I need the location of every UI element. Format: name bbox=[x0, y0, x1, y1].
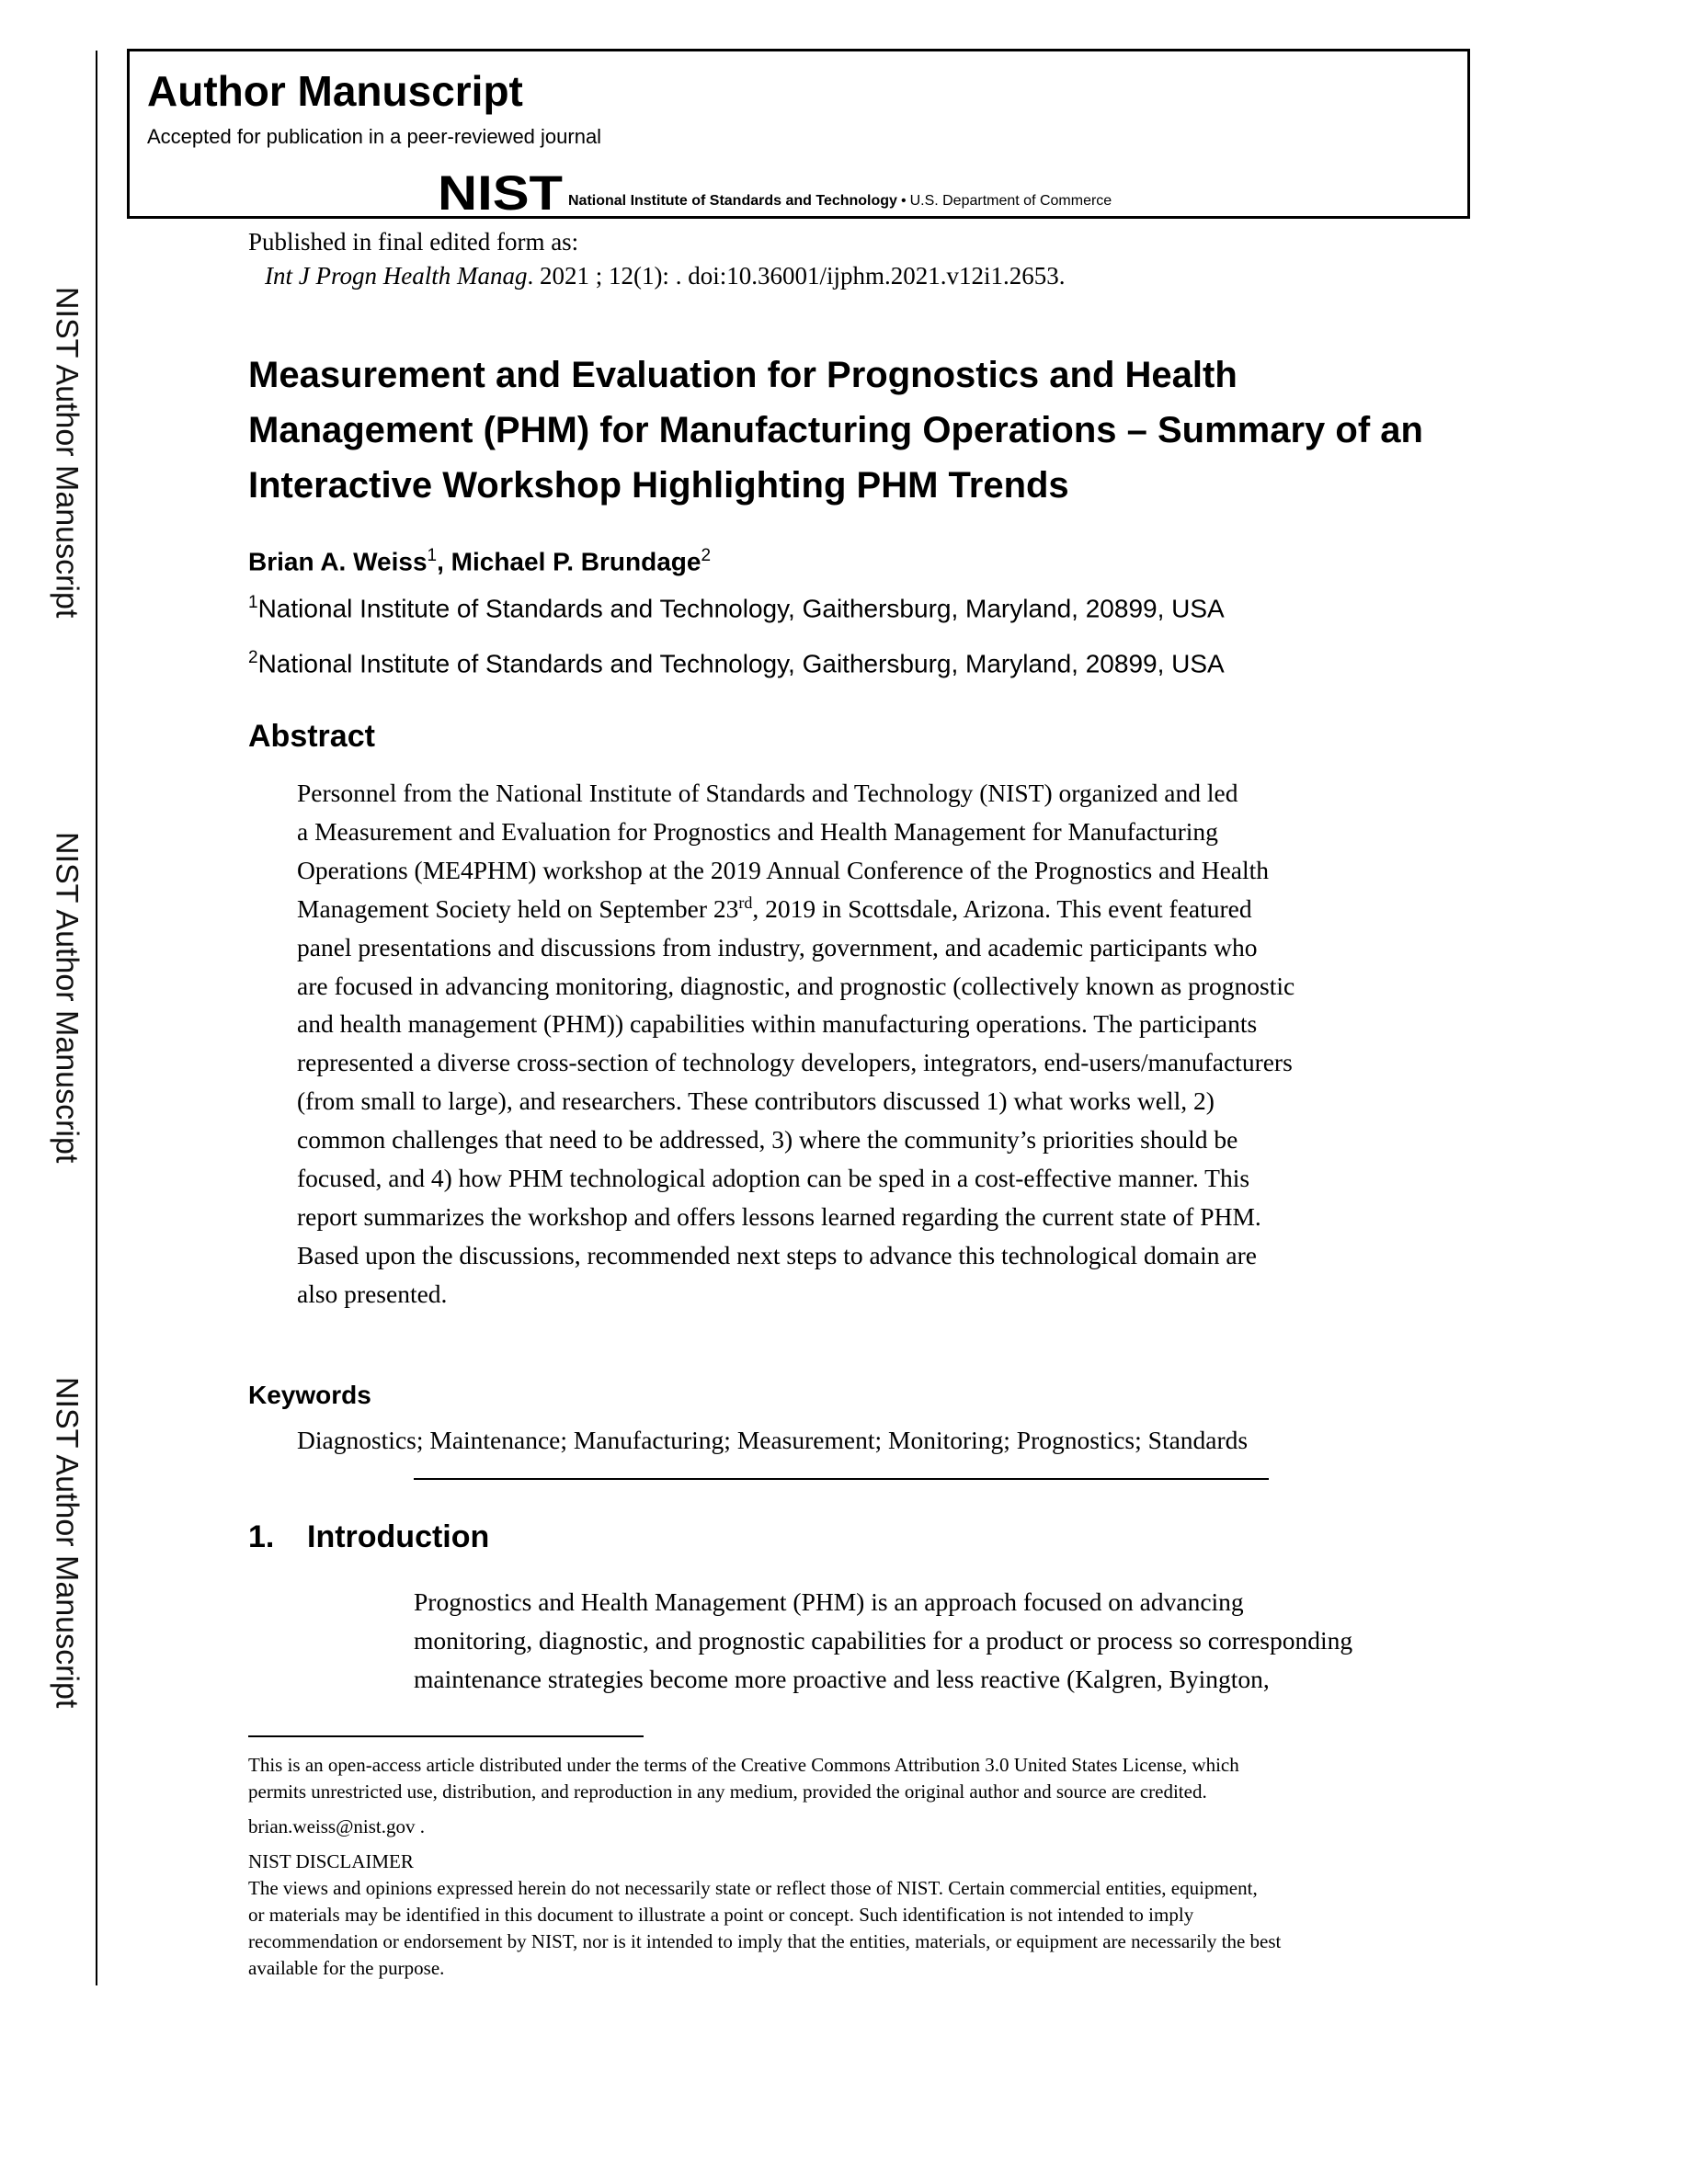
license-line: This is an open-access article distributed under the terms of the Creative Commons Attribution 3.0 United States License, which bbox=[248, 1754, 1239, 1776]
nist-logo-icon bbox=[438, 173, 565, 211]
affiliation bbox=[248, 593, 1225, 623]
affiliation-mark: 2 bbox=[248, 648, 258, 667]
abstract-line: are focused in advancing monitoring, diagnostic, and prognostic (collectively known as prognostic bbox=[297, 971, 1295, 1000]
affiliation-mark: 1 bbox=[248, 593, 258, 612]
author-affil-mark: 2 bbox=[701, 546, 712, 565]
abstract-line: represented a diverse cross-section of technology developers, integrators, end-users/manufacturers bbox=[297, 1048, 1293, 1077]
published-label: Published in final edited form as: bbox=[248, 228, 579, 256]
ordinal-suffix: rd bbox=[738, 893, 753, 912]
nist-department: U.S. Department of Commerce bbox=[909, 193, 1112, 209]
keywords-list: Diagnostics; Maintenance; Manufacturing; Measurement; Monitoring; Prognostics; Standards bbox=[297, 1426, 1249, 1454]
disclaimer-line: or materials may be identified in this document to illustrate a point or concept. Such identification is not intended to imply bbox=[248, 1904, 1194, 1926]
abstract-line: and health management (PHM)) capabilities within manufacturing operations. The participants bbox=[297, 1009, 1258, 1039]
abstract-line: panel presentations and discussions from industry, government, and academic participants who bbox=[297, 932, 1258, 961]
affiliation bbox=[248, 648, 1225, 678]
author-affil-mark: 1 bbox=[427, 546, 438, 565]
author-list bbox=[248, 546, 711, 576]
introduction-heading bbox=[248, 1519, 489, 1555]
side-watermark-text: NIST Author Manuscript bbox=[49, 287, 85, 619]
abstract-heading: Abstract bbox=[248, 719, 375, 754]
abstract-body bbox=[297, 774, 1419, 1314]
abstract-line: Based upon the discussions, recommended next steps to advance this technological domain are bbox=[297, 1240, 1257, 1269]
section-number: 1. bbox=[248, 1519, 275, 1554]
abstract-line: also presented. bbox=[297, 1279, 448, 1308]
abstract-line: (from small to large), and researchers. These contributors discussed 1) what works well, 2) bbox=[297, 1086, 1215, 1116]
introduction-body bbox=[414, 1583, 1462, 1699]
margin-rule bbox=[96, 51, 97, 1985]
section-divider bbox=[414, 1478, 1269, 1480]
disclaimer-line: The views and opinions expressed herein do not necessarily state or reflect those of NIST. Certain commercial entities, equipment, bbox=[248, 1877, 1258, 1899]
author-name: Michael P. Brundage bbox=[451, 547, 701, 576]
citation bbox=[265, 262, 1065, 290]
header-subtitle: Accepted for publication in a peer-reviewed journal bbox=[147, 125, 602, 148]
body-line: maintenance strategies become more proactive and less reactive (Kalgren, Byington, bbox=[414, 1664, 1270, 1693]
section-title: Introduction bbox=[307, 1519, 490, 1554]
abstract-line: report summarizes the workshop and offers lessons learned regarding the current state of PHM. bbox=[297, 1201, 1261, 1231]
disclaimer-heading: NIST DISCLAIMER bbox=[248, 1850, 414, 1872]
manuscript-header bbox=[127, 49, 1470, 219]
keywords-heading: Keywords bbox=[248, 1381, 371, 1409]
journal-name: Int J Progn Health Manag bbox=[265, 262, 528, 290]
disclaimer-line: recommendation or endorsement by NIST, nor is it intended to imply that the entities, materials, or equipment are necessarily the best bbox=[248, 1930, 1282, 1952]
side-watermark-text: NIST Author Manuscript bbox=[49, 1377, 85, 1709]
affiliation-text: National Institute of Standards and Technology, Gaithersburg, Maryland, 20899, USA bbox=[257, 649, 1225, 678]
abstract-line: Personnel from the National Institute of Standards and Technology (NIST) organized and led bbox=[297, 779, 1238, 807]
abstract-line: focused, and 4) how PHM technological adoption can be sped in a cost-effective manner. This bbox=[297, 1164, 1250, 1193]
nist-separator: • bbox=[900, 193, 907, 209]
citation-details: . 2021 ; 12(1): . doi:10.36001/ijphm.2021.v12i1.2653. bbox=[527, 262, 1066, 290]
body-line: Prognostics and Health Management (PHM) is an approach focused on advancing bbox=[414, 1587, 1244, 1616]
header-title: Author Manuscript bbox=[147, 67, 523, 115]
author-name: Brian A. Weiss bbox=[248, 547, 428, 576]
paper-title: Measurement and Evaluation for Prognostics and Health Management (PHM) for Manufacturing Operations – Summary of an Interactive Workshop Highlighting PHM Trends bbox=[248, 355, 1423, 506]
license-line: permits unrestricted use, distribution, and reproduction in any medium, provided the original author and source are credited. bbox=[248, 1780, 1207, 1803]
svg-text:NIST: NIST bbox=[438, 173, 563, 211]
nist-org-name: National Institute of Standards and Technology bbox=[568, 193, 897, 209]
abstract-line: Management Society held on September 23rd, 2019 in Scottsdale, Arizona. This event featured bbox=[297, 893, 1252, 923]
author-email[interactable]: brian.weiss@nist.gov . bbox=[248, 1815, 425, 1837]
footnote-rule bbox=[248, 1735, 644, 1737]
nist-branding bbox=[438, 173, 1112, 211]
disclaimer-line: available for the purpose. bbox=[248, 1957, 445, 1979]
abstract-line: Operations (ME4PHM) workshop at the 2019 Annual Conference of the Prognostics and Health bbox=[297, 855, 1270, 884]
abstract-line: a Measurement and Evaluation for Prognostics and Health Management for Manufacturing bbox=[297, 816, 1218, 846]
footnotes bbox=[248, 1752, 1443, 1982]
side-watermark-text: NIST Author Manuscript bbox=[49, 832, 85, 1164]
author-separator: , bbox=[437, 547, 451, 576]
body-line: monitoring, diagnostic, and prognostic capabilities for a product or process so corresponding bbox=[414, 1625, 1353, 1655]
abstract-line: common challenges that need to be addressed, 3) where the community’s priorities should be bbox=[297, 1125, 1238, 1155]
affiliation-text: National Institute of Standards and Technology, Gaithersburg, Maryland, 20899, USA bbox=[257, 594, 1225, 623]
